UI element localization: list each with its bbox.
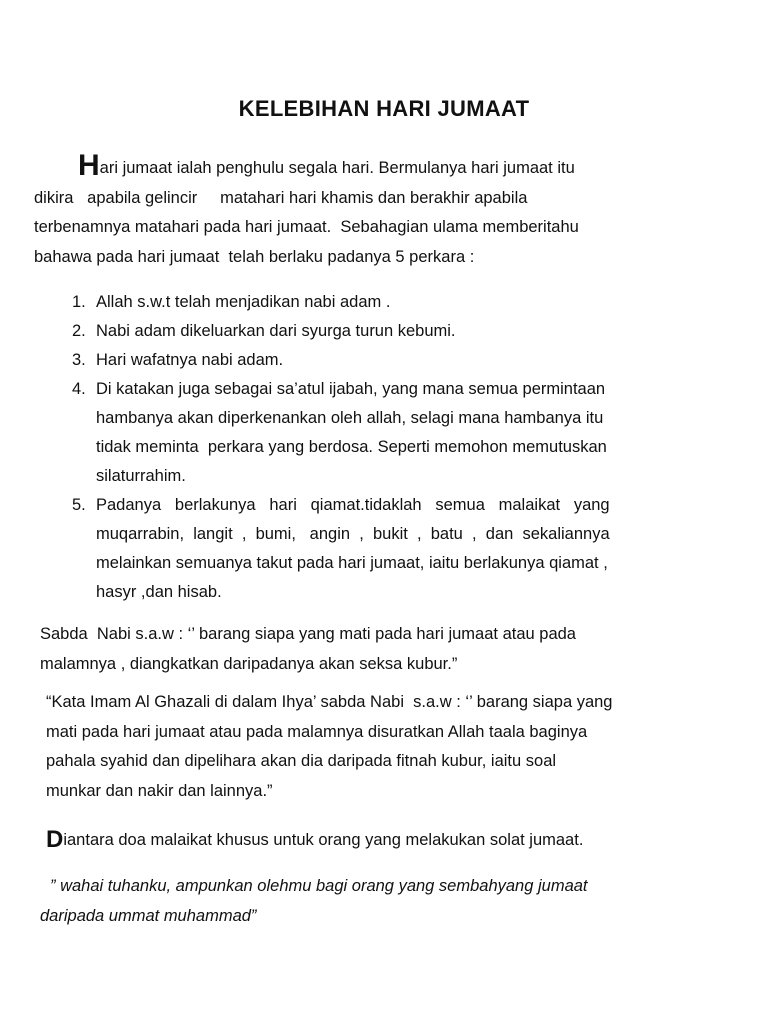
list-item-line: Di katakan juga sebagai sa’atul ijabah, yang mana semua permintaan — [96, 380, 606, 398]
list-item-number: 5. — [72, 496, 86, 514]
ghazali-line-3: pahala syahid dan dipelihara akan dia daripada fitnah kubur, iaitu soal — [46, 752, 557, 770]
intro-line-1 — [34, 149, 702, 184]
list-item — [72, 288, 680, 317]
list-item — [72, 346, 680, 375]
list-item-line: Hari wafatnya nabi adam. — [96, 351, 284, 369]
list-item-line: Allah s.w.t telah menjadikan nabi adam . — [96, 293, 391, 311]
list-item-line: Padanya berlakunya hari qiamat.tidaklah semua malaikat yang — [96, 496, 610, 514]
sabda-line-1: Sabda Nabi s.a.w : ‘’ barang siapa yang mati pada hari jumaat atau pada — [40, 625, 576, 643]
list-item-number: 3. — [72, 351, 86, 369]
list-item — [72, 491, 680, 607]
diantara-dropcap: D — [46, 826, 64, 853]
list-item-line: tidak meminta perkara yang berdosa. Seperti memohon memutuskan — [96, 438, 607, 456]
sabda-paragraph — [40, 620, 708, 679]
list-item — [72, 375, 680, 491]
list-item-number: 2. — [72, 322, 86, 340]
intro-dropcap: H — [78, 149, 100, 182]
diantara-text: iantara doa malaikat khusus untuk orang yang melakukan solat jumaat. — [63, 831, 584, 849]
list-item-number: 1. — [72, 293, 86, 311]
intro-paragraph — [34, 149, 702, 272]
doa-paragraph — [40, 872, 708, 931]
list-item-line: hasyr ,dan hisab. — [96, 583, 222, 601]
ghazali-line-4: munkar dan nakir dan lainnya.” — [46, 781, 273, 800]
list-item — [72, 317, 680, 346]
ghazali-paragraph — [46, 688, 686, 806]
intro-line-1-text: ari jumaat ialah penghulu segala hari. Bermulanya hari jumaat itu — [99, 159, 575, 177]
list-item-line: muqarrabin, langit , bumi, angin , bukit , batu , dan sekaliannya — [96, 525, 610, 543]
list-item-line: melainkan semuanya takut pada hari jumaat, iaitu berlakunya qiamat , — [96, 554, 608, 572]
intro-line-3: terbenamnya matahari pada hari jumaat. Sebahagian ulama memberitahu — [34, 218, 579, 236]
intro-line-4: bahawa pada hari jumaat telah berlaku padanya 5 perkara : — [34, 247, 475, 266]
doa-line-1: ” wahai tuhanku, ampunkan olehmu bagi orang yang sembahyang jumaat — [50, 877, 588, 895]
list-item-line: Nabi adam dikeluarkan dari syurga turun kebumi. — [96, 322, 456, 340]
document-title: KELEBIHAN HARI JUMAAT — [238, 96, 530, 121]
diantara-paragraph — [46, 826, 714, 856]
ghazali-line-1: “Kata Imam Al Ghazali di dalam Ihya’ sabda Nabi s.a.w : ‘’ barang siapa yang — [46, 693, 613, 711]
list-item-number: 4. — [72, 380, 86, 398]
intro-line-2: dikira apabila gelincir matahari hari khamis dan berakhir apabila — [34, 188, 528, 207]
list-item-line: silaturrahim. — [96, 467, 186, 485]
doa-line-2: daripada ummat muhammad” — [40, 906, 257, 925]
sabda-line-2: malamnya , diangkatkan daripadanya akan seksa kubur.” — [40, 654, 458, 673]
list-item-line: hambanya akan diperkenankan oleh allah, selagi mana hambanya itu — [96, 409, 604, 427]
ghazali-line-2: mati pada hari jumaat atau pada malamnya disuratkan Allah taala baginya — [46, 722, 588, 741]
five-things-list — [72, 288, 680, 607]
